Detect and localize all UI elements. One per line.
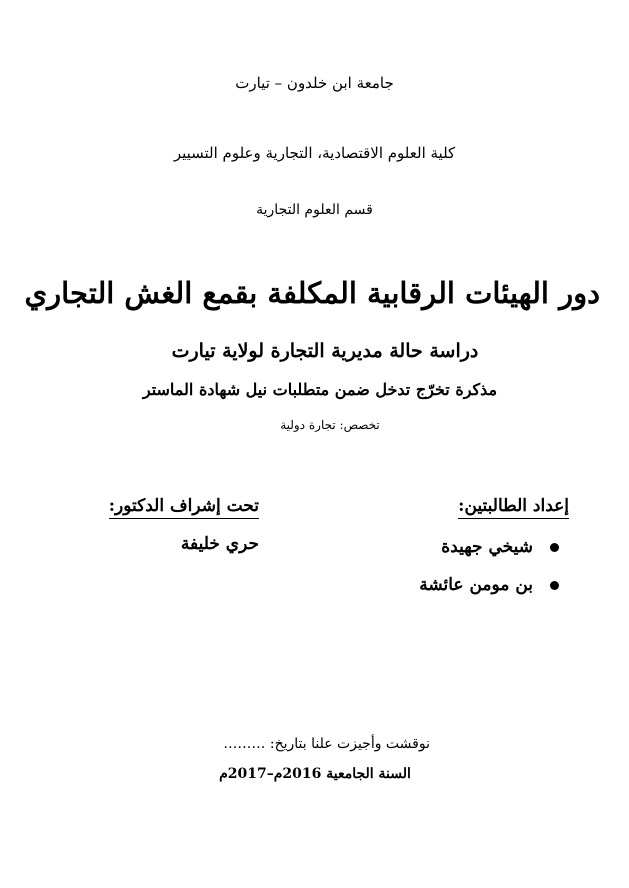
student-name: بن مومن عائشة: [419, 575, 533, 595]
supervisor-name: حري خليفة: [180, 534, 259, 554]
faculty-name: كلية العلوم الاقتصادية، التجارية وعلوم التسيير: [173, 144, 456, 162]
student-name: شيخي جهيدة: [441, 537, 533, 557]
defense-date: ………: [223, 736, 266, 752]
bullet-icon: [550, 581, 559, 590]
list-item: [419, 534, 559, 572]
bullet-icon: [550, 543, 559, 552]
supervisor-heading: تحت إشراف الدكتور:: [109, 496, 259, 519]
specialization: تخصص: تجارة دولية: [280, 418, 380, 432]
department-name: قسم العلوم التجارية: [256, 202, 373, 218]
thesis-subtitle: دراسة حالة مديرية التجارة لولاية تيارت: [171, 340, 479, 362]
university-name: جامعة ابن خلدون – تيارت: [235, 74, 394, 92]
defense-line: [200, 736, 430, 752]
academic-year: السنة الجامعية 2016م–2017م: [219, 766, 411, 782]
thesis-title: دور الهيئات الرقابية المكلفة بقمع الغش التجاري: [24, 276, 600, 310]
list-item: [419, 572, 559, 610]
defense-label: نوقشت وأجيزت علنا بتاريخ:: [269, 736, 430, 752]
student-list: [419, 534, 559, 610]
degree-statement: مذكرة تخرّج تدخل ضمن متطلبات نيل شهادة الماستر: [142, 380, 498, 399]
students-heading: إعداد الطالبتين:: [458, 496, 569, 519]
